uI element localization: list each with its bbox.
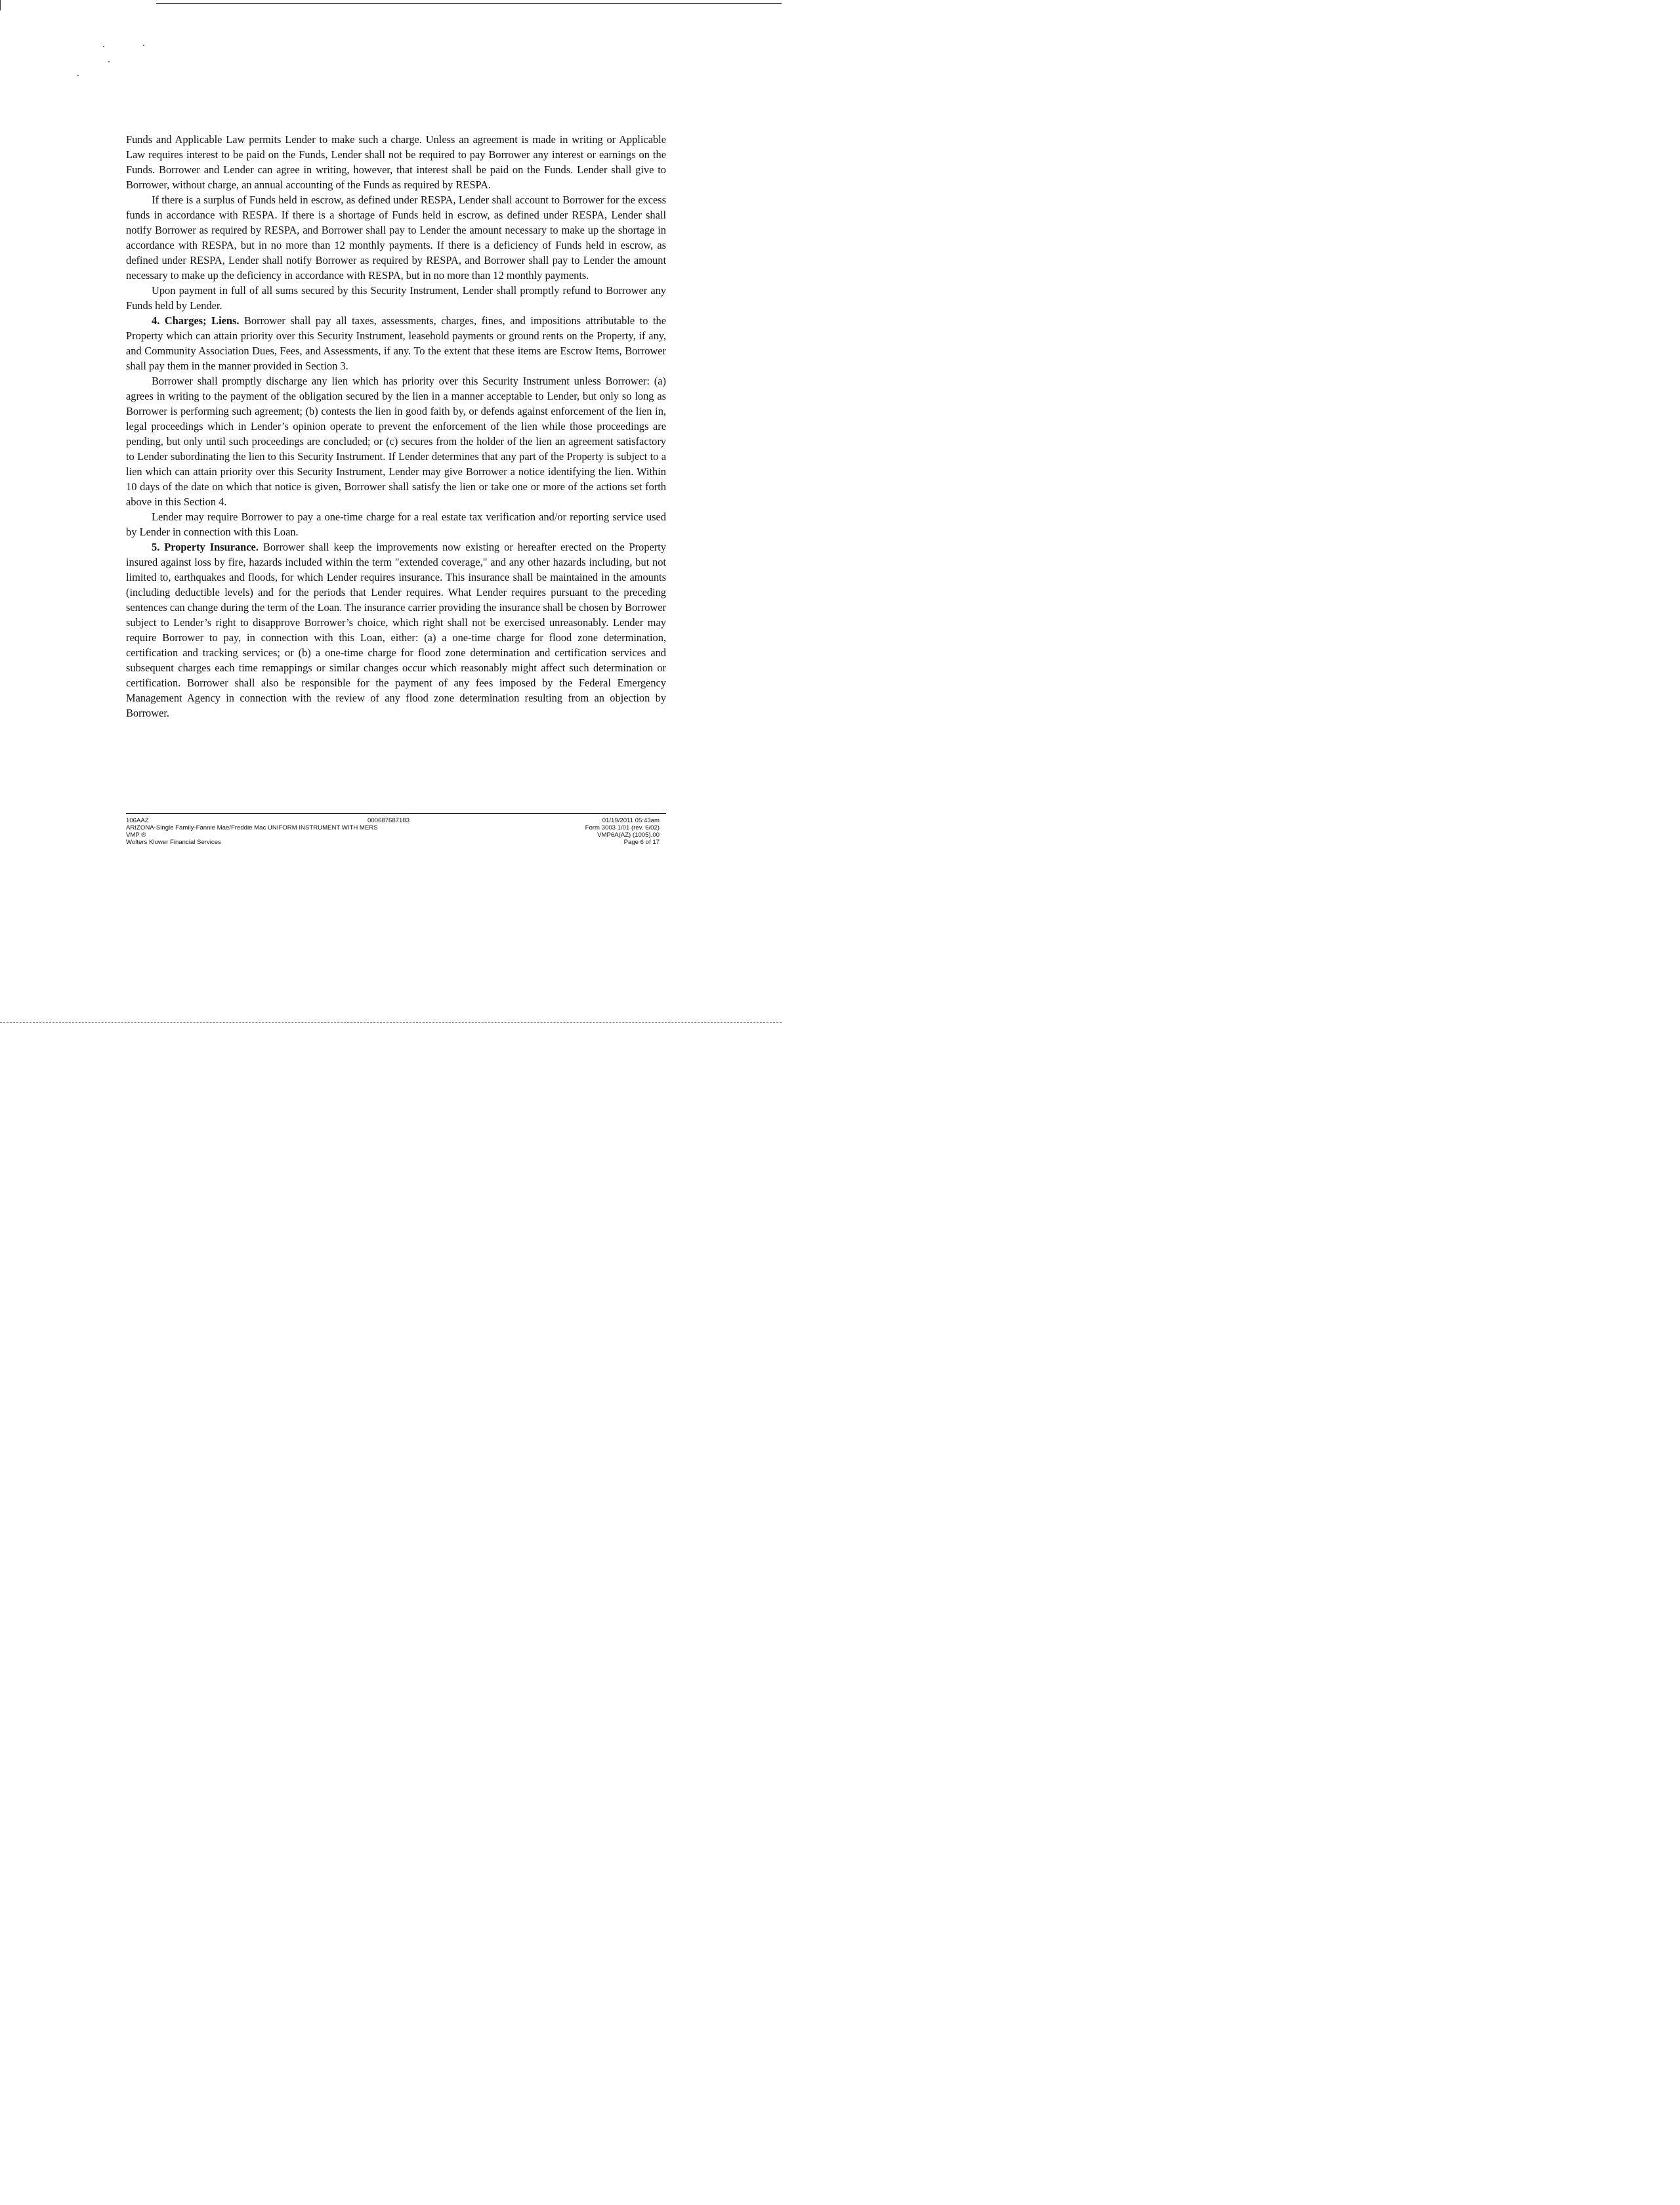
paragraph-funds-interest bbox=[126, 132, 666, 192]
paragraph-refund bbox=[126, 283, 666, 313]
vmp-mark: VMP ® bbox=[126, 831, 146, 839]
paragraph-text: Upon payment in full of all sums secured by this Security Instrument, Lender shall promptly refund to Borrower any Funds held by Lender. bbox=[126, 284, 666, 312]
scan-top-edge bbox=[156, 3, 782, 4]
instrument-title: ARIZONA-Single Family-Fannie Mae/Freddie Mac UNIFORM INSTRUMENT WITH MERS bbox=[126, 824, 378, 831]
page-number: Page 6 of 17 bbox=[623, 839, 660, 846]
scan-bottom-edge bbox=[0, 1022, 782, 1023]
paragraph-text: Funds and Applicable Law permits Lender to make such a charge. Unless an agreement is made in writing or Applicable Law requires interest to be paid on the Funds, Lender shall not be required to pay Borrower any interest or earnings on the Funds. Borrower and Lender can agree in writing, however, that interest shall be paid on the Funds. Lender shall give to Borrower, without charge, an annual accounting of the Funds as required by RESPA. bbox=[126, 133, 666, 191]
paragraph-text: Borrower shall keep the improvements now existing or hereafter erected on the Property insured against loss by fire, hazards included within the term "extended coverage," and any other hazards including, but not limited to, earthquakes and floods, for which Lender requires insurance. This insurance shall be maintained in the amounts (including deductible levels) and for the periods that Lender requires. What Lender requires pursuant to the preceding sentences can change during the term of the Loan. The insurance carrier providing the insurance shall be chosen by Borrower subject to Lender’s right to disapprove Borrower’s choice, which right shall not be exercised unreasonably. Lender may require Borrower to pay, in connection with this Loan, either: (a) a one-time charge for flood zone determination, certification and tracking services; or (b) a one-time charge for flood zone determination and certification services and subsequent charges each time remappings or similar changes occur which reasonably might affect such determination or certification. Borrower shall also be responsible for the payment of any fees imposed by the Federal Emergency Management Agency in connection with the review of any flood zone determination resulting from an objection by Borrower. bbox=[126, 541, 666, 719]
paragraph-text: If there is a surplus of Funds held in escrow, as defined under RESPA, Lender shall account to Borrower for the excess funds in accordance with RESPA. If there is a shortage of Funds held in escrow, as defined under RESPA, Lender shall notify Borrower as required by RESPA, and Borrower shall pay to Lender the amount necessary to make up the shortage in accordance with RESPA, but in no more than 12 monthly payments. If there is a deficiency of Funds held in escrow, as defined under RESPA, Lender shall notify Borrower as required by RESPA, and Borrower shall pay to Lender the amount necessary to make up the deficiency in accordance with RESPA, but in no more than 12 monthly payments. bbox=[126, 194, 666, 282]
paragraph-text: Lender may require Borrower to pay a one-time charge for a real estate tax verification and/or reporting service used by Lender in connection with this Loan. bbox=[126, 511, 666, 538]
scan-speck bbox=[103, 46, 104, 47]
paragraph-discharge-lien bbox=[126, 373, 666, 509]
paragraph-tax-verification bbox=[126, 509, 666, 539]
document-body bbox=[126, 132, 666, 721]
form-number: Form 3003 1/01 (rev. 6/02) bbox=[585, 824, 660, 831]
scan-speck bbox=[108, 61, 110, 62]
publisher: Wolters Kluwer Financial Services bbox=[126, 839, 221, 846]
footer-right bbox=[585, 817, 660, 846]
section-heading: 4. Charges; Liens. bbox=[152, 314, 240, 327]
form-code: 106AAZ bbox=[126, 817, 149, 824]
footer-left bbox=[126, 817, 378, 846]
page-footer bbox=[126, 817, 666, 856]
vmp-code: VMP6A(AZ) (1005).00 bbox=[597, 831, 660, 839]
loan-number: 000687687183 bbox=[368, 817, 410, 824]
footer-center bbox=[368, 817, 410, 824]
section-heading: 5. Property Insurance. bbox=[152, 541, 259, 553]
paragraph-text: Borrower shall pay all taxes, assessments, charges, fines, and impositions attributable to the Property which can attain priority over this Security Instrument, leasehold payments or ground rents on the Property, if any, and Community Association Dues, Fees, and Assessments, if any. To the extent that these items are Escrow Items, Borrower shall pay them in the manner provided in Section 3. bbox=[126, 314, 666, 372]
section-5-property-insurance bbox=[126, 539, 666, 721]
paragraph-text: Borrower shall promptly discharge any lien which has priority over this Security Instrument unless Borrower: (a) agrees in writing to the payment of the obligation secured by the lien in a manner acceptable to Lender, but only so long as Borrower is performing such agreement; (b) contests the lien in good faith by, or defends against enforcement of the lien in, legal proceedings which in Lender’s opinion operate to prevent the enforcement of the lien while those proceedings are pending, but only until such proceedings are concluded; or (c) secures from the holder of the lien an agreement satisfactory to Lender subordinating the lien to this Security Instrument. If Lender determines that any part of the Property is subject to a lien which can attain priority over this Security Instrument, Lender may give Borrower a notice identifying the lien. Within 10 days of the date on which that notice is given, Borrower shall satisfy the lien or take one or more of the actions set forth above in this Section 4. bbox=[126, 375, 666, 508]
section-4-charges-liens bbox=[126, 313, 666, 373]
scan-edge-mark bbox=[0, 0, 1, 10]
timestamp: 01/19/2011 05:43am bbox=[602, 817, 660, 824]
paragraph-surplus-shortage bbox=[126, 192, 666, 283]
scan-speck bbox=[77, 75, 79, 76]
scan-speck bbox=[143, 45, 144, 46]
footer-rule bbox=[126, 813, 666, 814]
